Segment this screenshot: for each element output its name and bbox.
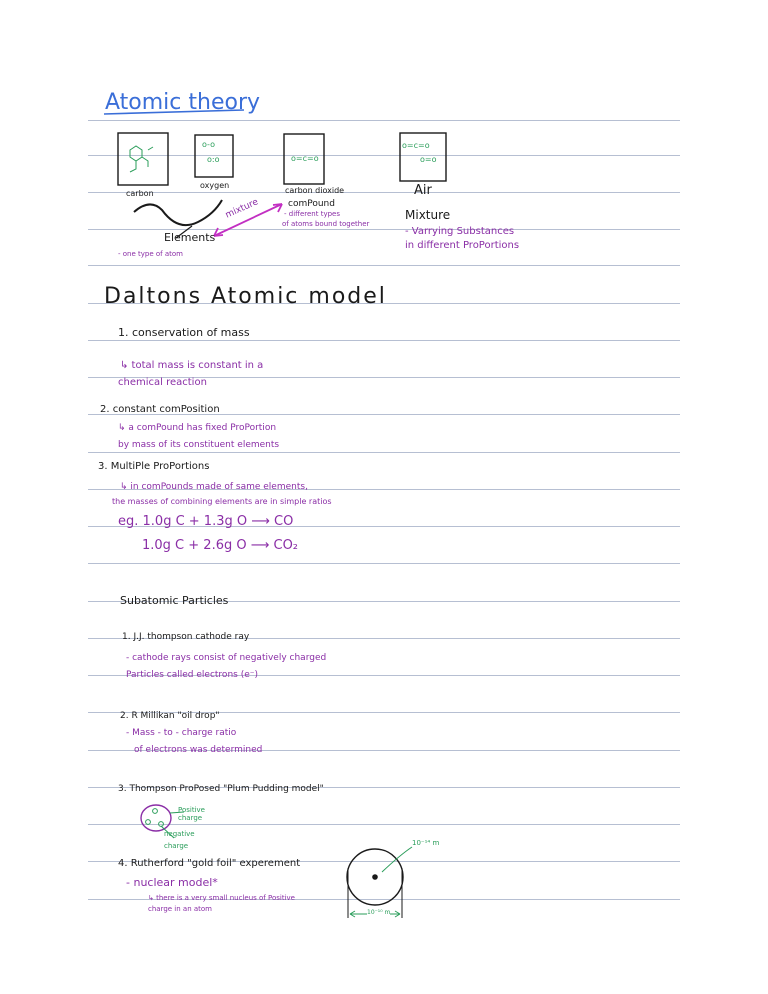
dalton-item-2-line-1: ↳ a comPound has fixed ProPortion xyxy=(118,423,277,433)
co2-formula: o=c=o xyxy=(291,154,319,163)
subatomic-item-1-heading: 1. J.J. thompson cathode ray xyxy=(122,632,250,642)
dalton-item-1-line-1: ↳ total mass is constant in a xyxy=(120,360,264,371)
dalton-item-1-heading: 1. conservation of mass xyxy=(118,326,250,339)
subatomic-item-2-line-1: - Mass - to - charge ratio xyxy=(126,728,237,738)
mixture-heading: Mixture xyxy=(405,208,451,222)
subatomic-item-2-line-2: of electrons was determined xyxy=(134,745,263,755)
air-label: Air xyxy=(414,183,432,198)
dalton-heading: Daltons Atomic model xyxy=(104,284,387,309)
nucleus-dot xyxy=(372,874,378,880)
carbon-label: carbon xyxy=(126,189,154,198)
elements-label: Elements xyxy=(164,231,216,244)
subatomic-item-3-heading: 3. Thompson ProPosed "Plum Pudding model" xyxy=(118,784,324,794)
mixture-arrow-label: mixture xyxy=(223,197,260,221)
dalton-example-1: eg. 1.0g C + 1.3g O ⟶ CO xyxy=(118,514,294,529)
dalton-item-2-line-2: by mass of its constituent elements xyxy=(118,440,280,450)
subatomic-item-4-line-2: ↳ there is a very small nucleus of Positive xyxy=(148,894,295,902)
dalton-example-2: 1.0g C + 2.6g O ⟶ CO₂ xyxy=(142,538,299,553)
mixture-note-line-1: - Varrying Substances xyxy=(405,226,515,237)
subatomic-item-2-heading: 2. R Millikan "oil drop" xyxy=(120,711,220,721)
elements-note: - one type of atom xyxy=(118,250,183,258)
subatomic-item-1-line-1: - cathode rays consist of negatively charged xyxy=(126,653,327,663)
compound-note-line-1: - different types xyxy=(284,210,340,218)
oxygen-formula-top: o-o xyxy=(202,140,215,149)
mixture-note-line-2: in different ProPortions xyxy=(405,240,520,251)
subatomic-heading: Subatomic Particles xyxy=(120,594,229,607)
dalton-item-3-heading: 3. MultiPle ProPortions xyxy=(98,461,210,472)
subatomic-item-4-line-3: charge in an atom xyxy=(148,905,212,913)
compound-label: comPound xyxy=(288,199,335,209)
subatomic-item-4-heading: 4. Rutherford "gold foil" experement xyxy=(118,858,301,869)
carbon-dioxide-label: carbon dioxide xyxy=(285,186,345,195)
dalton-item-3-line-1: ↳ in comPounds made of same elements, xyxy=(120,482,308,492)
negative-charge-label: negative charge xyxy=(164,830,195,850)
subatomic-item-4-line-1: - nuclear model* xyxy=(126,876,218,889)
subatomic-item-1-line-2: Particles called electrons (e⁻) xyxy=(126,670,259,680)
oxygen-formula-bottom: o:o xyxy=(207,155,220,164)
page-title: Atomic theory xyxy=(105,90,261,115)
dalton-item-1-line-2: chemical reaction xyxy=(118,377,207,388)
positive-charge-label: Positive charge xyxy=(178,806,205,822)
compound-note-line-2: of atoms bound together xyxy=(282,220,370,228)
dalton-item-3-line-2: the masses of combining elements are in simple ratios xyxy=(112,497,332,506)
dalton-item-2-heading: 2. constant comPosition xyxy=(100,404,220,415)
air-formula-bottom: o=o xyxy=(420,155,437,164)
nucleus-scale-label: 10⁻¹⁴ m xyxy=(412,839,440,847)
oxygen-label: oxygen xyxy=(200,181,230,190)
air-formula-top: o=c=o xyxy=(402,141,430,150)
atom-scale-label: 10⁻¹⁰ m xyxy=(367,909,391,916)
